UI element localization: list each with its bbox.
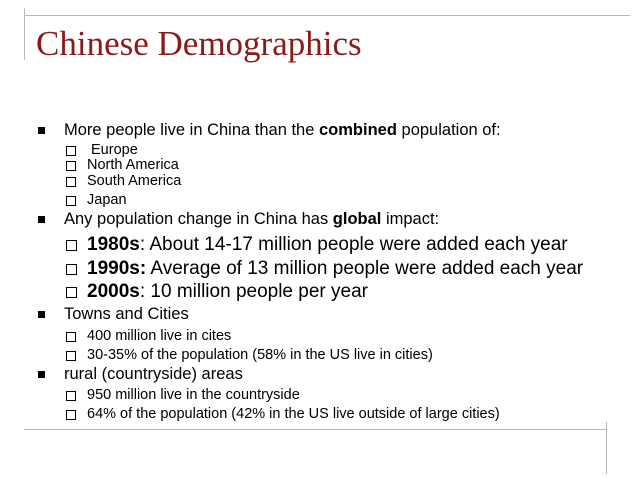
square-bullet-icon — [38, 127, 45, 134]
bottom-rule — [24, 429, 606, 430]
sub-item-1990s: 1990s: Average of 13 million people were added each year — [87, 258, 584, 279]
sub-item-japan: Japan — [87, 192, 127, 208]
square-bullet-icon — [38, 371, 45, 378]
sub-item-cities-percent: 30-35% of the population (58% in the US live in cities) — [87, 347, 433, 363]
box-bullet-icon — [66, 264, 77, 275]
sub-item-south-america: South America — [87, 173, 182, 189]
box-bullet-icon — [66, 410, 76, 420]
sub-item-1980s: 1980s: About 14-17 million people were added each year — [87, 234, 568, 255]
sub-item-rural-count: 950 million live in the countryside — [87, 387, 300, 403]
bullet-rural-areas: rural (countryside) areas — [64, 365, 243, 383]
box-bullet-icon — [66, 146, 76, 156]
box-bullet-icon — [66, 391, 76, 401]
sub-item-cities-count: 400 million live in cites — [87, 328, 232, 344]
square-bullet-icon — [38, 311, 45, 318]
sub-item-2000s: 2000s: 10 million people per year — [87, 281, 368, 302]
box-bullet-icon — [66, 161, 76, 171]
top-rule — [24, 15, 630, 16]
box-bullet-icon — [66, 287, 77, 298]
bullet-combined-population: More people live in China than the combined population of: — [64, 121, 501, 139]
bottom-right-rule — [606, 422, 607, 474]
sub-item-north-america: North America — [87, 157, 179, 173]
box-bullet-icon — [66, 332, 76, 342]
sub-item-rural-percent: 64% of the population (42% in the US live outside of large cities) — [87, 406, 500, 422]
square-bullet-icon — [38, 216, 45, 223]
bullet-global-impact: Any population change in China has global impact: — [64, 210, 440, 228]
box-bullet-icon — [66, 196, 76, 206]
bullet-towns-cities: Towns and Cities — [64, 305, 189, 323]
box-bullet-icon — [66, 240, 77, 251]
box-bullet-icon — [66, 351, 76, 361]
box-bullet-icon — [66, 177, 76, 187]
slide-title: Chinese Demographics — [36, 24, 362, 63]
top-left-rule — [24, 8, 25, 60]
sub-item-europe: Europe — [91, 142, 138, 158]
